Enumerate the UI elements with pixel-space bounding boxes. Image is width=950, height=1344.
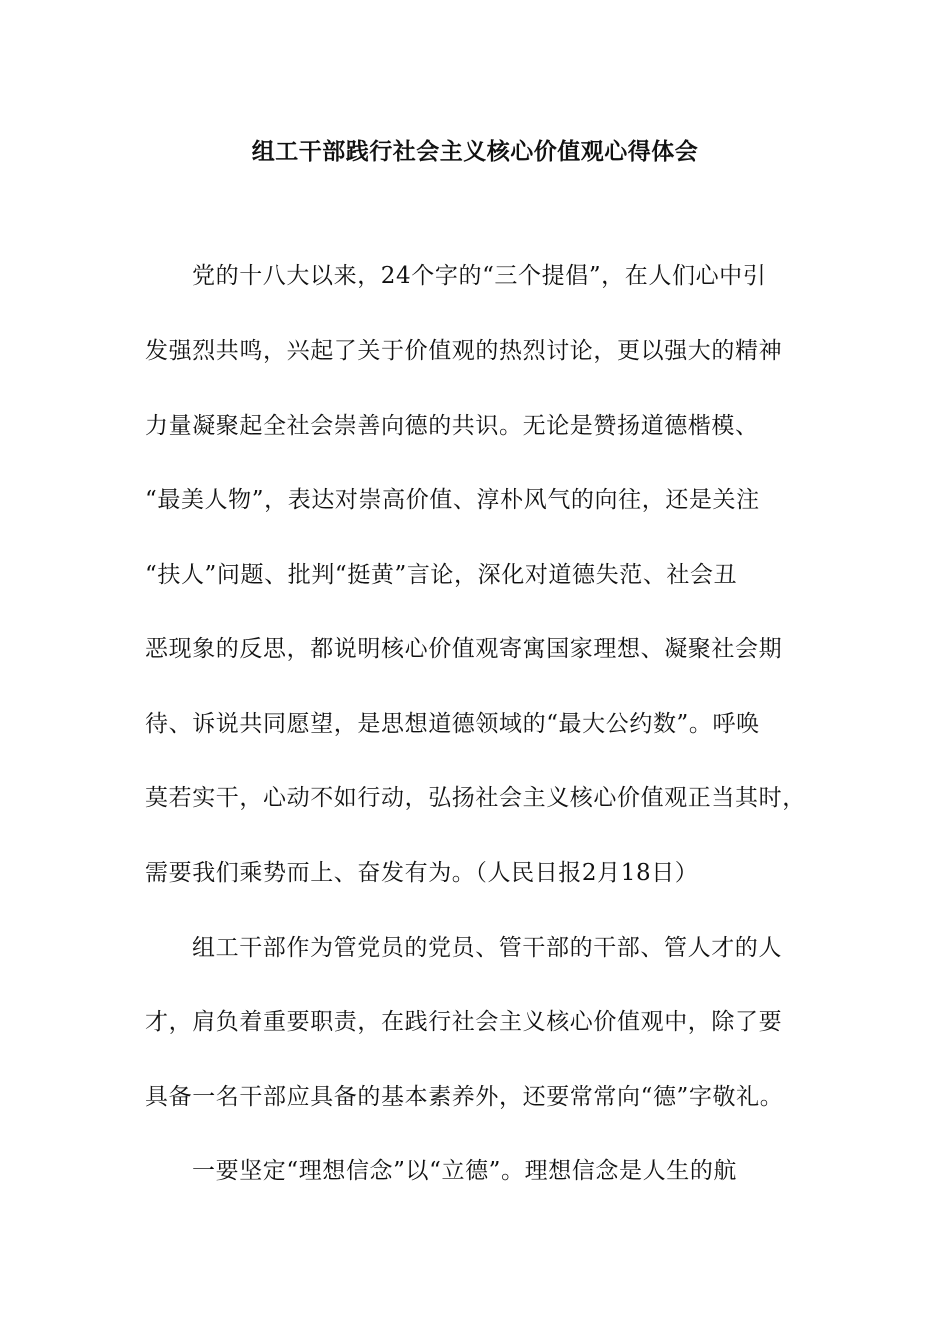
paragraph-1-line-6: 恶现象的反思，都说明核心价值观寄寓国家理想、凝聚社会期 <box>145 636 783 662</box>
paragraph-1-line-9: 需要我们乘势而上、奋发有为。（人民日报2月18日） <box>145 860 699 886</box>
paragraph-1-line-3: 力量凝聚起全社会崇善向德的共识。无论是赞扬道德楷模、 <box>145 413 759 439</box>
paragraph-2-line-3: 具备一名干部应具备的基本素养外，还要常常向“德”字敬礼。 <box>145 1084 784 1110</box>
paragraph-1-line-2: 发强烈共鸣，兴起了关于价值观的热烈讨论，更以强大的精神 <box>145 338 783 364</box>
paragraph-2-line-1: 组工干部作为管党员的党员、管干部的干部、管人才的人 <box>192 935 782 961</box>
paragraph-1-line-1: 党的十八大以来，24个字的“三个提倡”，在人们心中引 <box>192 263 767 289</box>
paragraph-1-line-8: 莫若实干，心动不如行动，弘扬社会主义核心价值观正当其时， <box>145 785 806 811</box>
document-title: 组工干部践行社会主义核心价值观心得体会 <box>251 138 699 165</box>
paragraph-1-line-7: 待、诉说共同愿望，是思想道德领域的“最大公约数”。呼唤 <box>145 711 760 737</box>
paragraph-3-line-1: 一要坚定“理想信念”以“立德”。理想信念是人生的航 <box>192 1158 738 1184</box>
paragraph-1-line-5: “扶人”问题、批判“挺黄”言论，深化对道德失范、社会丑 <box>145 562 738 588</box>
paragraph-1-line-4: “最美人物”，表达对崇高价值、淳朴风气的向往，还是关注 <box>145 487 760 513</box>
paragraph-2-line-2: 才，肩负着重要职责，在践行社会主义核心价值观中，除了要 <box>145 1009 783 1035</box>
